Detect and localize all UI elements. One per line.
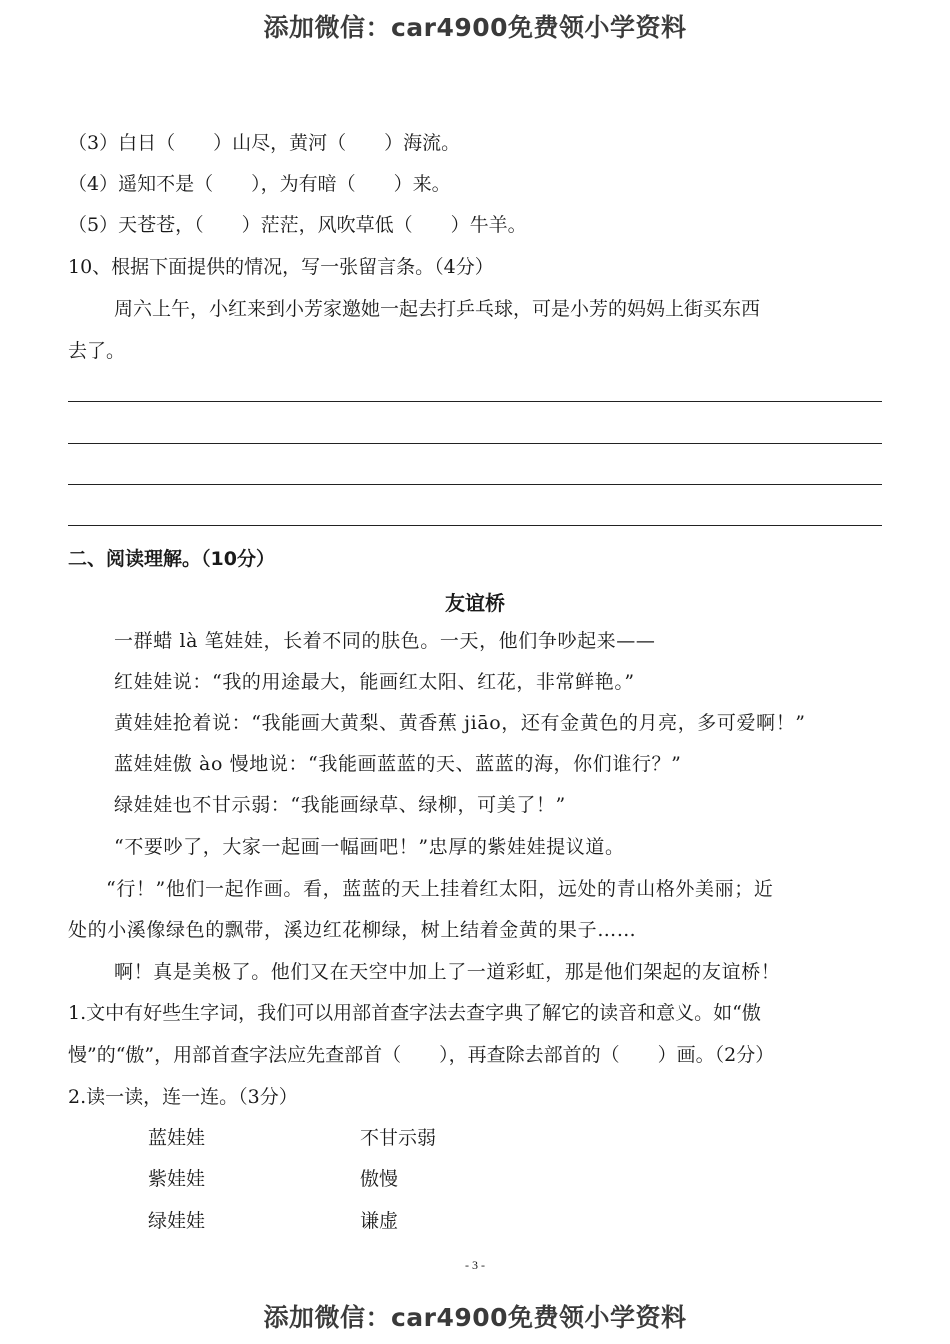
poem-item-3: （3）白日（ ）山尽，黄河（ ）海流。 (68, 132, 461, 154)
section-2-heading: 二、阅读理解。（10分） (68, 548, 275, 570)
story-paragraph: “不要吵了，大家一起画一幅画吧！”忠厚的紫娃娃提议道。 (114, 836, 625, 858)
answer-line (68, 484, 882, 485)
story-paragraph: 红娃娃说：“我的用途最大，能画红太阳、红花，非常鲜艳。” (114, 671, 635, 693)
answer-line (68, 401, 882, 402)
question-10-prompt: 10、根据下面提供的情况，写一张留言条。（4分） (68, 256, 494, 278)
match-right-item: 傲慢 (360, 1168, 399, 1190)
answer-line (68, 443, 882, 444)
match-right-item: 谦虚 (360, 1210, 399, 1232)
reading-question-1: 1.文中有好些生字词，我们可以用部首查字法去查字典了解它的读音和意义。如“傲 (68, 1002, 761, 1024)
story-paragraph: 啊！真是美极了。他们又在天空中加上了一道彩虹，那是他们架起的友谊桥！ (114, 961, 781, 983)
story-paragraph: 一群蜡 là 笔娃娃，长着不同的肤色。一天，他们争吵起来—— (114, 630, 656, 652)
match-left-item: 紫娃娃 (148, 1168, 206, 1190)
story-paragraph: 蓝娃娃傲 ào 慢地说：“我能画蓝蓝的天、蓝蓝的海，你们谁行？” (114, 753, 682, 775)
story-paragraph: 黄娃娃抢着说：“我能画大黄梨、黄香蕉 jiāo，还有金黄色的月亮，多可爱啊！” (114, 712, 806, 734)
story-paragraph-cont: 处的小溪像绿色的飘带，溪边红花柳绿，树上结着金黄的果子…… (68, 919, 637, 941)
page-number: - 3 - (465, 1258, 485, 1272)
poem-item-4: （4）遥知不是（ ），为有暗（ ）来。 (68, 173, 451, 195)
watermark-top: 添加微信：car4900免费领小学资料 (263, 13, 687, 42)
poem-item-5: （5）天苍苍，（ ）茫茫，风吹草低（ ）牛羊。 (68, 214, 527, 236)
watermark-bottom: 添加微信：car4900免费领小学资料 (263, 1303, 687, 1332)
reading-question-2: 2.读一读，连一连。（3分） (68, 1086, 298, 1108)
match-left-item: 绿娃娃 (148, 1210, 206, 1232)
answer-line (68, 525, 882, 526)
match-right-item: 不甘示弱 (360, 1127, 437, 1149)
story-paragraph: “行！”他们一起作画。看，蓝蓝的天上挂着红太阳，远处的青山格外美丽；近 (106, 878, 774, 900)
match-left-item: 蓝娃娃 (148, 1127, 206, 1149)
story-title: 友谊桥 (445, 591, 505, 615)
question-10-context: 周六上午，小红来到小芳家邀她一起去打乒乓球，可是小芳的妈妈上街买东西 (114, 298, 761, 320)
reading-question-1-cont: 慢”的“傲”，用部首查字法应先查部首（ ），再查除去部首的（ ）画。（2分） (68, 1044, 775, 1066)
story-paragraph: 绿娃娃也不甘示弱：“我能画绿草、绿柳，可美了！” (114, 794, 566, 816)
question-10-context-cont: 去了。 (68, 340, 126, 362)
